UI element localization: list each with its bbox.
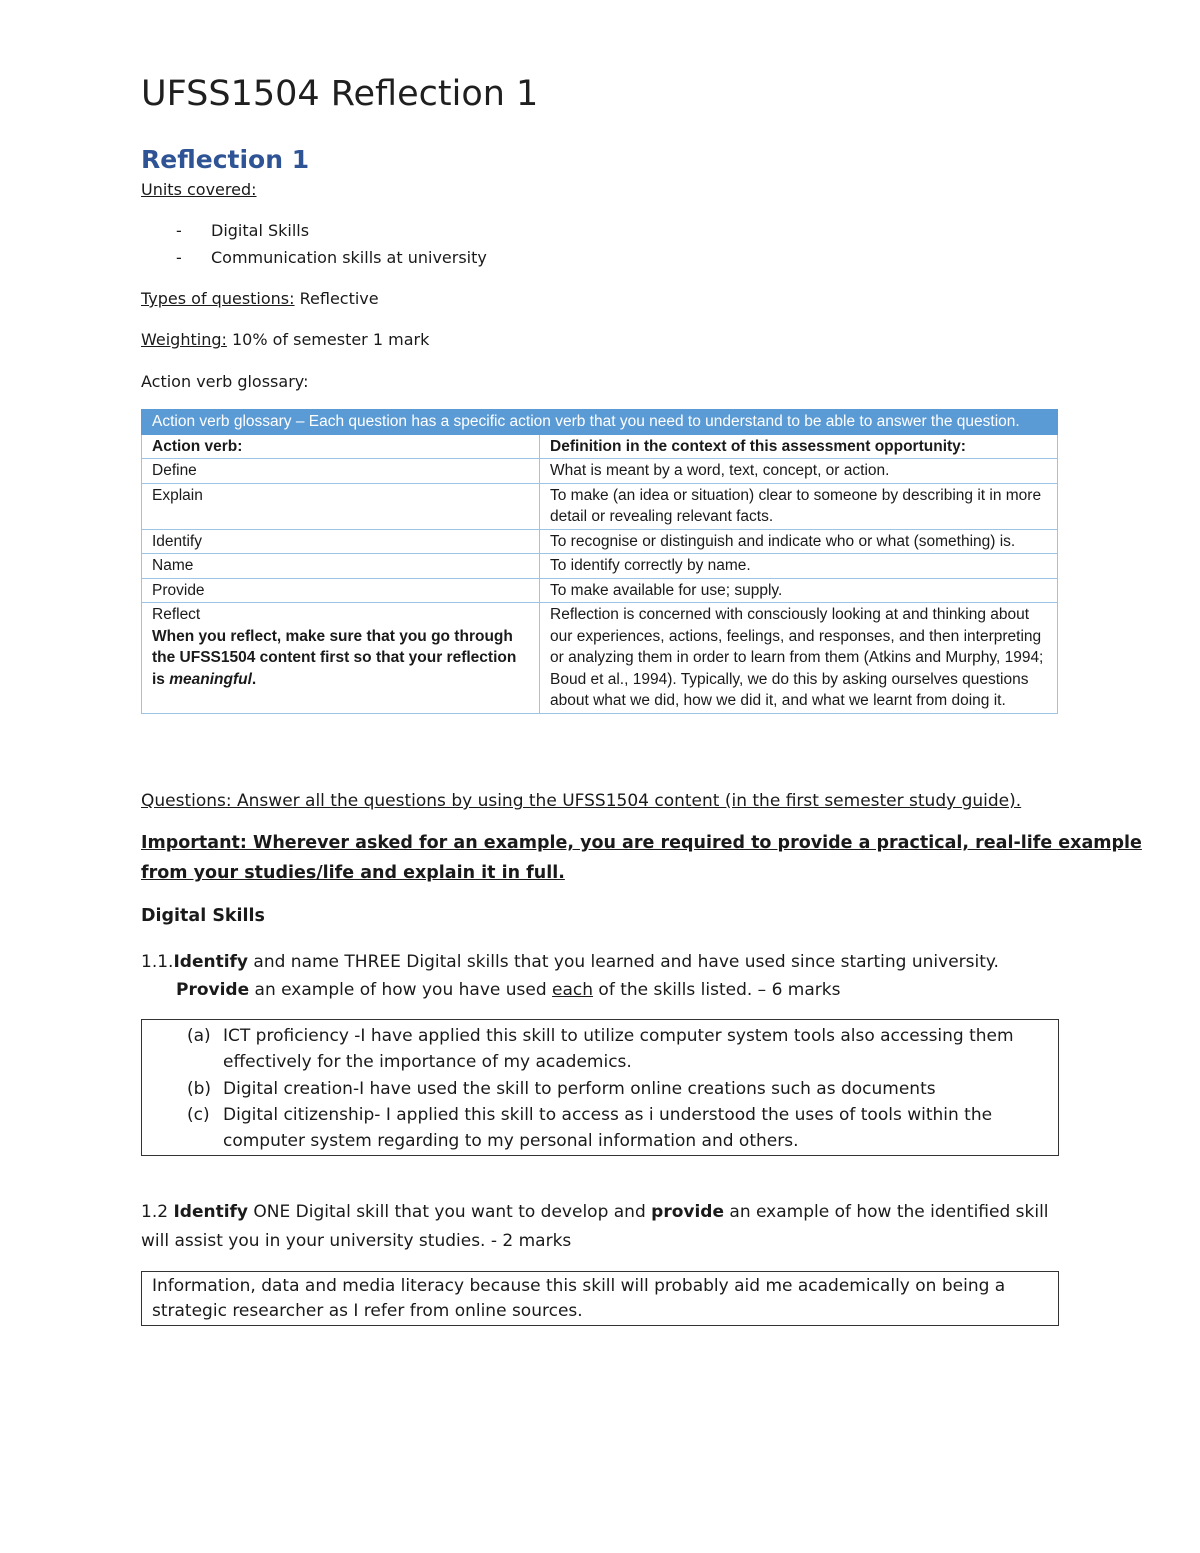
definition-cell: To make available for use; supply. — [540, 578, 1058, 603]
definition-cell: To make (an idea or situation) clear to someone by describing it in more detail or revealing relevant facts. — [540, 483, 1058, 529]
answer-label: (a) — [187, 1026, 211, 1046]
question-keyword: Identify — [173, 1202, 249, 1222]
question-1-2-line1: 1.2 Identify ONE Digital skill that you want to develop and provide an example of how the identified skill — [141, 1202, 1049, 1222]
answer-text: Information, data and media literacy because this skill will probably aid me academically on being a — [152, 1276, 1006, 1296]
answer-text: ICT proficiency -I have applied this skill to utilize computer system tools also accessing them — [223, 1026, 1014, 1046]
column-header-verb: Action verb: — [142, 434, 540, 459]
units-covered-label: Units covered: — [141, 180, 257, 199]
table-row — [142, 529, 1058, 554]
question-keyword: Provide — [176, 980, 250, 1000]
verb-cell: Provide — [142, 578, 540, 603]
answer-text: Digital creation-I have used the skill to perform online creations such as documents — [223, 1079, 936, 1099]
unit-item: Communication skills at university — [211, 248, 487, 267]
table-row — [142, 459, 1058, 484]
question-1-1-line1: 1.1.Identify and name THREE Digital skills that you learned and have used since starting university. — [141, 952, 999, 972]
verb-cell: Name — [142, 554, 540, 579]
question-keyword: Identify — [173, 952, 249, 972]
weighting — [141, 330, 429, 349]
reflect-verb: Reflect — [152, 606, 201, 623]
bullet-dash: - — [176, 221, 182, 240]
types-label: Types of questions: — [141, 289, 295, 308]
action-verb-glossary-table — [141, 409, 1058, 714]
document-title: UFSS1504 Reflection 1 — [141, 74, 539, 114]
verb-cell: Define — [142, 459, 540, 484]
table-row — [142, 603, 1058, 714]
answer-text: computer system regarding to my personal information and others. — [223, 1131, 799, 1151]
questions-instruction: Questions: Answer all the questions by using the UFSS1504 content (in the first semester study guide). — [141, 791, 1022, 811]
important-note-line1: Important: Wherever asked for an example, you are required to provide a practical, real-life example — [141, 833, 1142, 853]
table-header-row — [142, 410, 1058, 435]
important-note-line2: from your studies/life and explain it in full. — [141, 863, 565, 883]
definition-cell: To identify correctly by name. — [540, 554, 1058, 579]
table-row — [142, 483, 1058, 529]
unit-item: Digital Skills — [211, 221, 310, 240]
definition-cell: Reflection is concerned with consciously looking at and thinking about our experiences, actions, feelings, and responses, and then interpreting or analyzing them in order to learn from them (Atkins and Murphy, 1994; Boud et al., 1994). Typically, we do this by asking ourselves questions about what we did, how we did it, and what we learnt from doing it. — [540, 603, 1058, 714]
definition-cell: What is meant by a word, text, concept, or action. — [540, 459, 1058, 484]
weighting-value: 10% of semester 1 mark — [226, 330, 430, 349]
answer-box-1-1 — [141, 1019, 1059, 1156]
answer-text: effectively for the importance of my academics. — [223, 1052, 632, 1072]
question-1-1-line2: Provide an example of how you have used each of the skills listed. – 6 marks — [176, 980, 841, 1000]
weighting-label: Weighting: — [141, 330, 227, 349]
answer-text: strategic researcher as I refer from online sources. — [152, 1301, 583, 1321]
bullet-dash: - — [176, 248, 182, 267]
table-row — [142, 554, 1058, 579]
reflect-note-emphasis: meaningful — [169, 670, 252, 688]
answer-box-1-2 — [141, 1271, 1059, 1326]
types-value: Reflective — [294, 289, 379, 308]
column-header-row — [142, 434, 1058, 459]
answer-text: Digital citizenship- I applied this skill to access as i understood the uses of tools within the — [223, 1105, 993, 1125]
verb-cell: Explain — [142, 483, 540, 529]
section-heading: Reflection 1 — [141, 145, 310, 174]
definition-cell: To recognise or distinguish and indicate who or what (something) is. — [540, 529, 1058, 554]
digital-skills-heading: Digital Skills — [141, 906, 265, 926]
glossary-intro: Action verb glossary: — [141, 372, 309, 391]
reflect-note: When you reflect, make sure that you go through the UFSS1504 content first so that your reflection is meaningful. — [152, 627, 517, 688]
verb-cell — [142, 603, 540, 714]
answer-label: (c) — [187, 1105, 210, 1125]
question-keyword: provide — [651, 1202, 724, 1222]
types-of-questions — [141, 289, 379, 308]
question-1-2-line2: will assist you in your university studies. - 2 marks — [141, 1231, 572, 1251]
column-header-definition: Definition in the context of this assessment opportunity: — [540, 434, 1058, 459]
table-row — [142, 578, 1058, 603]
table-header-cell: Action verb glossary – Each question has a specific action verb that you need to understand to be able to answer the question. — [142, 410, 1058, 435]
answer-label: (b) — [187, 1079, 212, 1099]
verb-cell: Identify — [142, 529, 540, 554]
